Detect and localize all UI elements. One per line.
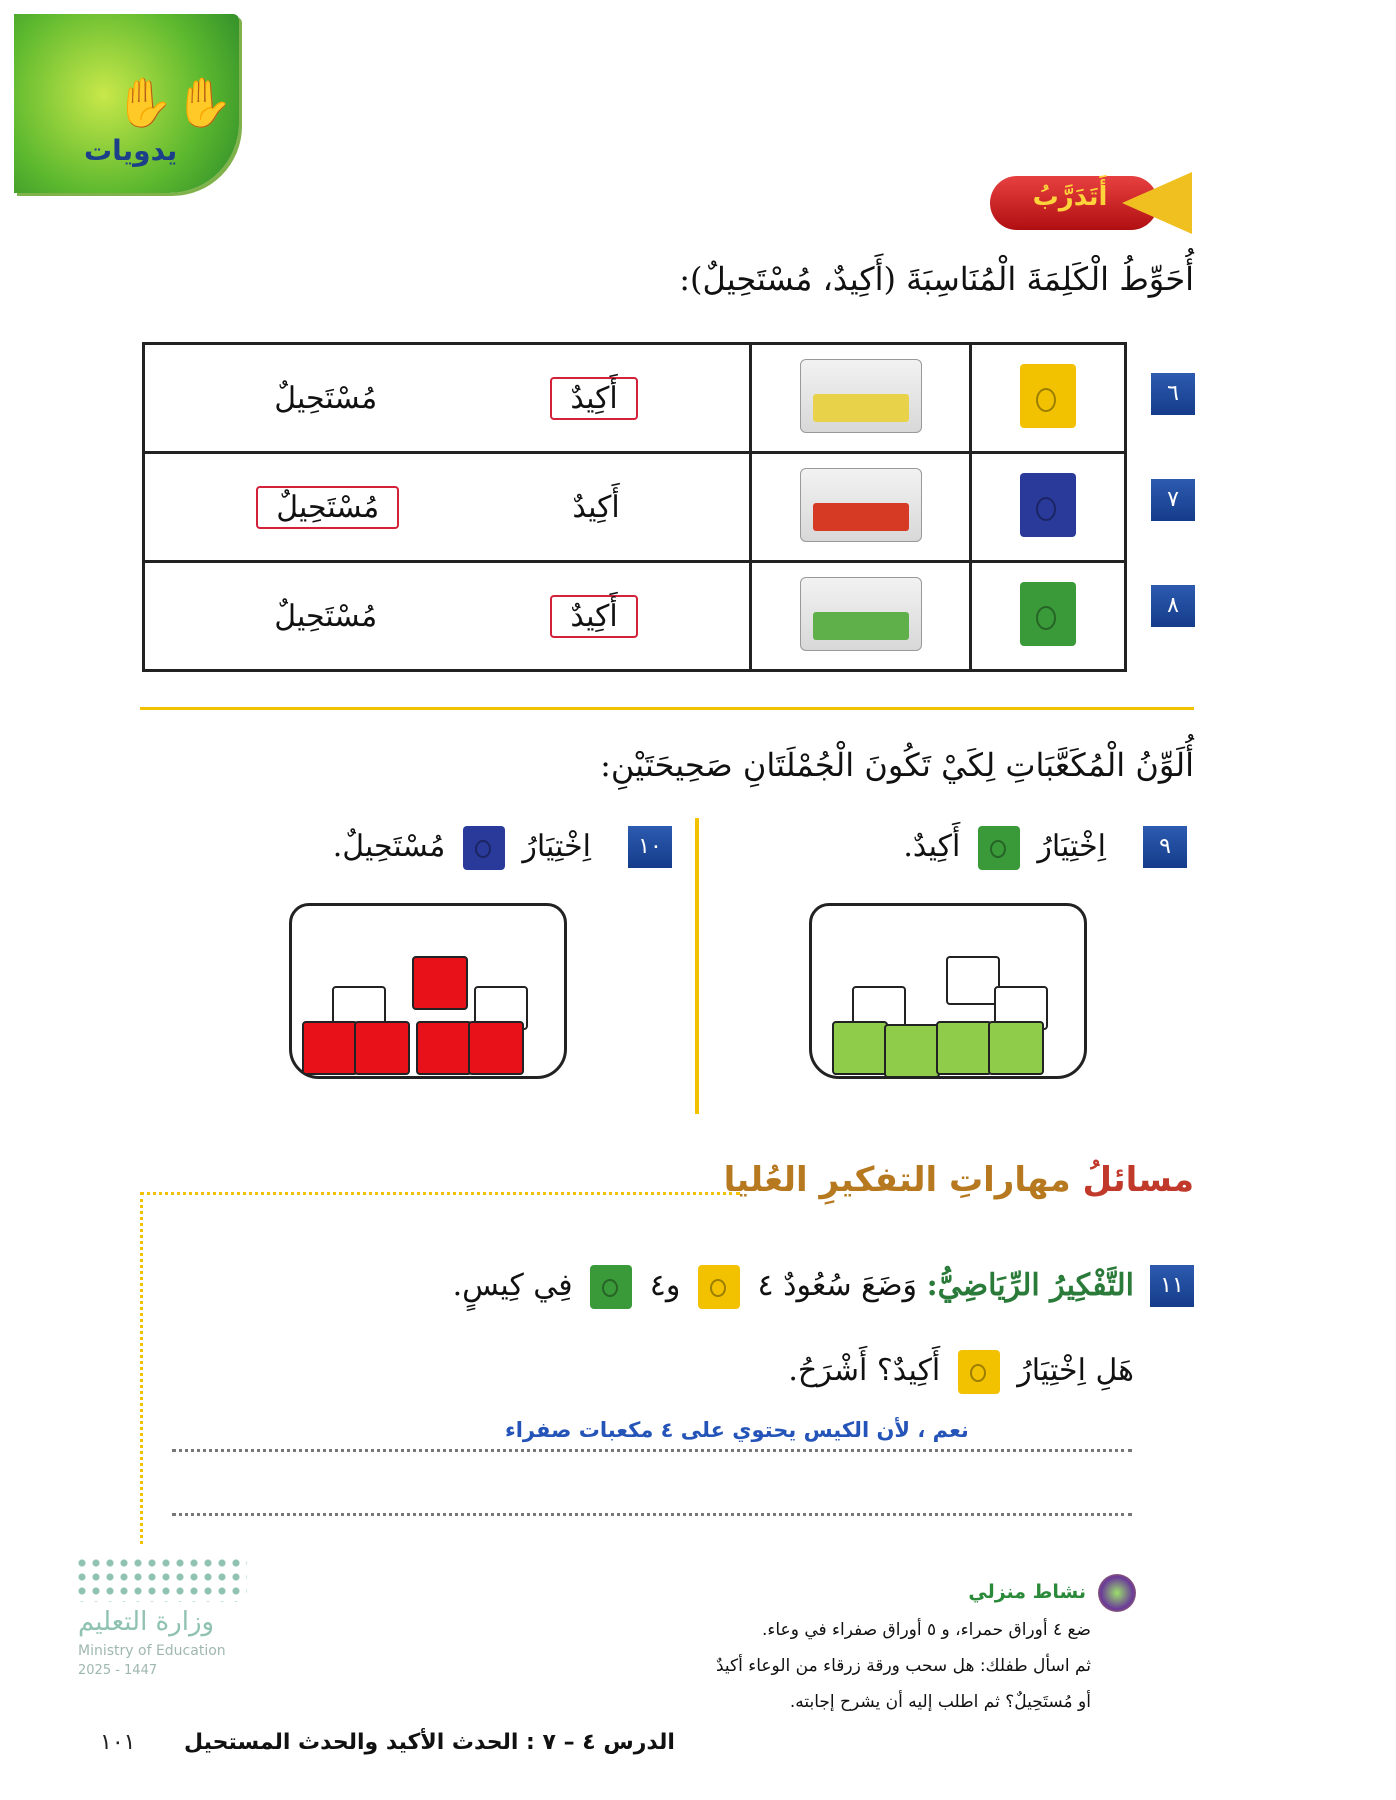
column-divider: [695, 818, 699, 1114]
options-cell: [144, 562, 751, 671]
exercise-table: [142, 342, 1127, 672]
ministry-logo-icon: [75, 1556, 247, 1602]
bag-cell: [751, 453, 971, 562]
badge-label: أَتَدَرَّبُ: [1032, 182, 1108, 212]
table-row: [144, 562, 1126, 671]
q11-line2-a: هَلِ اِخْتِيَارُ: [1017, 1353, 1134, 1388]
green-cube-icon: [590, 1265, 632, 1309]
cube-cell: [971, 562, 1126, 671]
colored-cube: [468, 1021, 524, 1075]
q11-text-b: و٤: [649, 1268, 681, 1303]
option-impossible[interactable]: مُسْتَحِيلٌ: [274, 598, 378, 634]
hots-title-b: مهاراتِ التفكيرِ العُليا: [723, 1160, 1071, 1200]
arrow-icon: [1122, 172, 1192, 234]
cube-icon: [1020, 364, 1076, 428]
q10-post: مُسْتَحِيلٌ.: [332, 829, 446, 864]
q11-text-a: وَضَعَ سُعُودٌ ٤: [757, 1268, 918, 1303]
q9-post: أَكِيدٌ.: [903, 829, 961, 864]
q10-pre: اِخْتِيَارُ: [522, 829, 591, 864]
instruction-circle: أُحَوِّطُ الْكَلِمَةَ الْمُنَاسِبَةَ (أَكِيدٌ، مُسْتَحِيلٌ):: [679, 260, 1194, 298]
table-row: [144, 453, 1126, 562]
tab-label: يدويات: [84, 134, 178, 167]
colored-cube: [884, 1024, 940, 1078]
colored-cube: [416, 1021, 472, 1075]
answer-text[interactable]: نعم ، لأن الكيس يحتوي على ٤ مكعبات صفراء: [505, 1418, 969, 1442]
bag-icon: [800, 359, 922, 433]
colored-cube: [354, 1021, 410, 1075]
home-line: أو مُستَحِيلٌ؟ ثم اطلب إليه أن يشرح إجابته.: [789, 1692, 1091, 1712]
colored-cube: [988, 1021, 1044, 1075]
cube-icon: [1020, 473, 1076, 537]
hots-title-a: مسائلُ: [1082, 1160, 1194, 1200]
home-line: ضع ٤ أوراق حمراء، و ٥ أوراق صفراء في وعاء.: [761, 1620, 1091, 1640]
q11-line2-b: أَكِيدٌ؟ أَشْرَحُ.: [788, 1353, 941, 1388]
question-11-line1: [453, 1265, 1134, 1309]
lesson-title: الدرس ٤ – ٧ : الحدث الأكيد والحدث المستحيل: [184, 1730, 675, 1755]
bag-10: [289, 903, 567, 1079]
blue-cube-icon: [463, 826, 505, 870]
q11-text-c: فِي كِيسٍ.: [452, 1268, 573, 1303]
option-impossible[interactable]: مُسْتَحِيلٌ: [274, 380, 378, 416]
ministry-year: 2025 - 1447: [78, 1663, 158, 1678]
bag-icon: [800, 577, 922, 651]
answer-line-1: [172, 1449, 1132, 1452]
hots-top-dots: [140, 1192, 740, 1195]
colored-cube: [412, 956, 468, 1010]
hots-side-dots: [140, 1192, 143, 1544]
home-line: ثم اسأل طفلك: هل سحب ورقة زرقاء من الوعاء أكيدٌ: [715, 1656, 1091, 1676]
hands-icon: ✋✋: [114, 75, 234, 131]
table-row: [144, 344, 1126, 453]
cube-cell: [971, 344, 1126, 453]
bag-icon: [800, 468, 922, 542]
bag-cell: [751, 344, 971, 453]
cube-icon: [1020, 582, 1076, 646]
question-number-9: ٩: [1143, 826, 1187, 868]
green-cube-icon: [978, 826, 1020, 870]
yellow-cube-icon: [958, 1350, 1000, 1394]
answer-line-2: [172, 1513, 1132, 1516]
colored-cube: [936, 1021, 992, 1075]
instruction-color: أُلَوِّنُ الْمُكَعَّبَاتِ لِكَيْ تَكُونَ الْجُمْلَتَانِ صَحِيحَتَيْنِ:: [600, 746, 1194, 784]
q9-pre: اِخْتِيَارُ: [1037, 829, 1106, 864]
option-certain[interactable]: أَكِيدٌ: [572, 489, 620, 525]
bag-cell: [751, 562, 971, 671]
ministry-name-ar: وزارة التعليم: [78, 1607, 215, 1637]
house-icon: [1098, 1574, 1136, 1612]
page-number: ١٠١: [100, 1730, 136, 1755]
colored-cube: [832, 1021, 888, 1075]
question-number-8: ٨: [1151, 585, 1195, 627]
question-10-text: [333, 826, 591, 870]
home-activity-title: نشاط منزلي: [968, 1581, 1086, 1603]
question-11-line2: [788, 1350, 1134, 1394]
question-number-7: ٧: [1151, 479, 1195, 521]
home-activity-text: [641, 1612, 1091, 1720]
manipulatives-tab: [14, 14, 239, 193]
divider: [140, 707, 1194, 710]
ministry-name-en: Ministry of Education: [78, 1643, 226, 1659]
option-certain[interactable]: أَكِيدٌ: [550, 595, 637, 638]
options-cell: [144, 344, 751, 453]
hots-heading: [724, 1160, 1194, 1200]
option-impossible[interactable]: مُسْتَحِيلٌ: [256, 486, 399, 529]
question-9-text: [903, 826, 1106, 870]
bag-9: [809, 903, 1087, 1079]
question-number-10: ١٠: [628, 826, 672, 868]
options-cell: [144, 453, 751, 562]
option-certain[interactable]: أَكِيدٌ: [550, 377, 637, 420]
question-number-11: ١١: [1150, 1265, 1194, 1307]
question-number-6: ٦: [1151, 373, 1195, 415]
colored-cube: [302, 1021, 358, 1075]
cube-cell: [971, 453, 1126, 562]
practice-badge: [990, 172, 1192, 235]
yellow-cube-icon: [698, 1265, 740, 1309]
q11-label: التَّفْكِيرُ الرِّيَاضِيُّ:: [926, 1268, 1134, 1303]
